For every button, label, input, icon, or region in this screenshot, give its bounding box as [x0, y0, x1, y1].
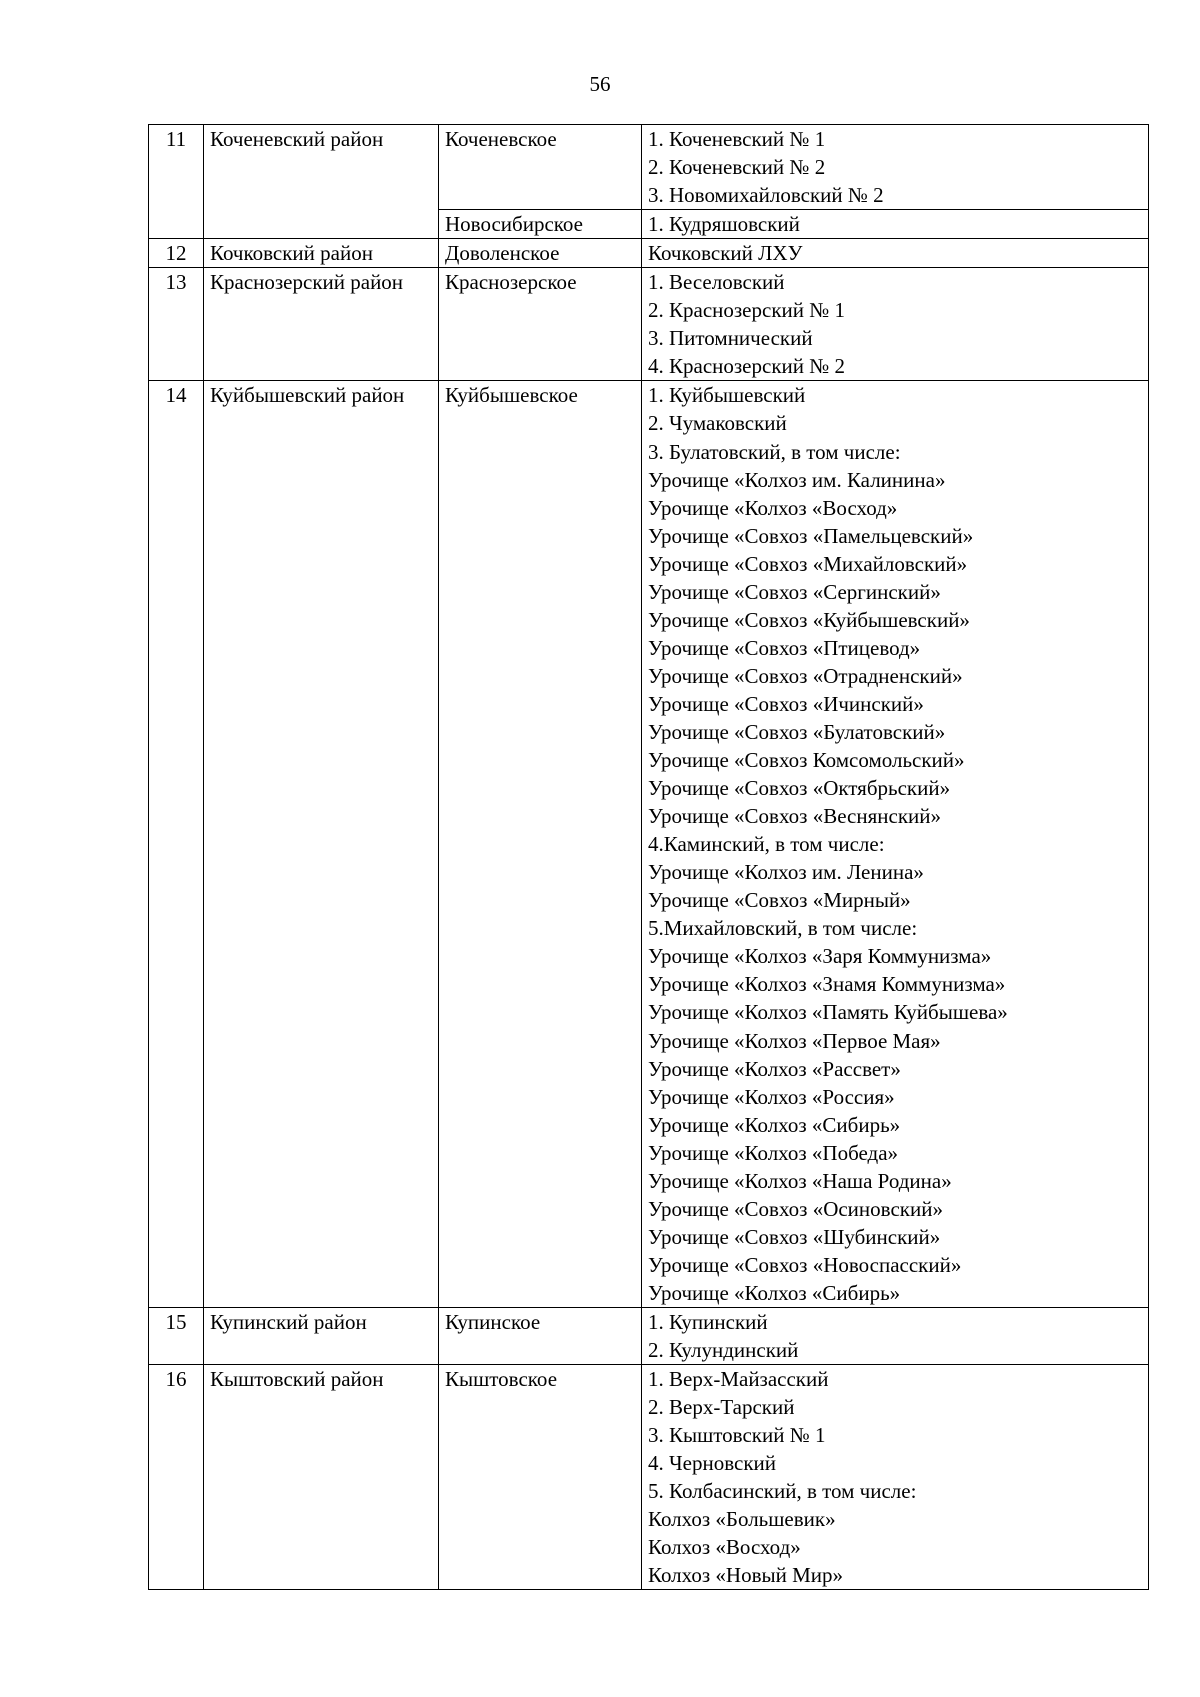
section-item: Урочище «Колхоз им. Ленина» — [648, 860, 924, 885]
forestry-cell: Новосибирское — [439, 210, 642, 239]
section-item: 2. Кулундинский — [648, 1338, 799, 1363]
section-item: Урочище «Совхоз «Булатовский» — [648, 719, 946, 744]
section-item: Урочище «Колхоз им. Калинина» — [648, 467, 946, 492]
section-item: 5.Михайловский, в том числе: — [648, 916, 918, 941]
forestry-cell: Купинское — [439, 1307, 642, 1364]
section-item: Колхоз «Восход» — [648, 1535, 801, 1560]
section-item: Урочище «Совхоз «Отрадненский» — [648, 663, 963, 688]
table-body — [149, 125, 1149, 1590]
row-number-cell: 12 — [149, 239, 204, 268]
section-item: Урочище «Колхоз «Победа» — [648, 1140, 899, 1165]
forestry-cell: Коченевское — [439, 125, 642, 210]
section-item: Урочище «Совхоз «Памельцевский» — [648, 523, 974, 548]
section-item: Урочище «Колхоз «Рассвет» — [648, 1056, 901, 1081]
forestry-cell: Краснозерское — [439, 268, 642, 381]
district-cell: Коченевский район — [204, 125, 439, 239]
row-number-cell: 11 — [149, 125, 204, 239]
section-item: 2. Верх-Тарский — [648, 1395, 795, 1420]
section-item: 3. Новомихайловский № 2 — [648, 183, 884, 208]
section-item: Урочище «Колхоз «Восход» — [648, 495, 898, 520]
section-item: Урочище «Колхоз «Россия» — [648, 1084, 895, 1109]
section-item: 1. Купинский — [648, 1309, 768, 1334]
section-item: 5. Колбасинский, в том числе: — [648, 1479, 917, 1504]
section-item: 4. Черновский — [648, 1451, 776, 1476]
table-row — [149, 268, 1149, 381]
section-item: 1. Верх-Майзасский — [648, 1367, 829, 1392]
section-item: 1. Веселовский — [648, 270, 785, 295]
district-cell: Кочковский район — [204, 239, 439, 268]
row-number-cell: 13 — [149, 268, 204, 381]
section-item: Урочище «Совхоз «Новоспасский» — [648, 1252, 962, 1277]
district-cell: Купинский район — [204, 1307, 439, 1364]
district-cell: Куйбышевский район — [204, 381, 439, 1308]
table-row — [149, 1307, 1149, 1364]
sections-cell — [642, 125, 1149, 210]
section-item: Урочище «Совхоз «Октябрьский» — [648, 776, 951, 801]
section-item: Урочище «Совхоз «Веснянский» — [648, 804, 941, 829]
section-item: Урочище «Совхоз «Птицевод» — [648, 635, 921, 660]
forestry-cell: Доволенское — [439, 239, 642, 268]
row-number-cell: 15 — [149, 1307, 204, 1364]
section-item: 3. Питомнический — [648, 326, 813, 351]
section-item: Урочище «Совхоз «Мирный» — [648, 888, 911, 913]
district-cell: Краснозерский район — [204, 268, 439, 381]
forestry-cell: Куйбышевское — [439, 381, 642, 1308]
sections-cell — [642, 268, 1149, 381]
section-item: 2. Чумаковский — [648, 411, 787, 436]
row-number-cell: 14 — [149, 381, 204, 1308]
sections-cell — [642, 239, 1149, 268]
section-item: 1. Куйбышевский — [648, 383, 806, 408]
section-item: Урочище «Совхоз «Шубинский» — [648, 1224, 941, 1249]
table-row — [149, 381, 1149, 1308]
section-item: 2. Коченевский № 2 — [648, 155, 826, 180]
section-item: 4.Каминский, в том числе: — [648, 832, 885, 857]
sections-cell — [642, 381, 1149, 1308]
section-item: 2. Краснозерский № 1 — [648, 298, 846, 323]
sections-cell — [642, 1307, 1149, 1364]
section-item: Урочище «Колхоз «Сибирь» — [648, 1112, 901, 1137]
section-item: 1. Коченевский № 1 — [648, 127, 826, 151]
section-item: Урочище «Совхоз Комсомольский» — [648, 748, 965, 773]
section-item: Колхоз «Большевик» — [648, 1507, 836, 1532]
table-row — [149, 1365, 1149, 1590]
section-item: Кочковский ЛХУ — [648, 241, 803, 266]
districts-table — [148, 124, 1149, 1590]
section-item: Урочище «Совхоз «Михайловский» — [648, 551, 968, 576]
section-item: 3. Булатовский, в том числе: — [648, 439, 901, 464]
section-item: Урочище «Совхоз «Осиновский» — [648, 1196, 943, 1221]
page-number: 56 — [589, 72, 611, 96]
table-row — [149, 239, 1149, 268]
section-item: Урочище «Колхоз «Первое Мая» — [648, 1028, 941, 1053]
section-item: 1. Кудряшовский — [648, 212, 800, 237]
row-number-cell: 16 — [149, 1365, 204, 1590]
section-item: Урочище «Совхоз «Ичинский» — [648, 691, 924, 716]
section-item: Урочище «Колхоз «Заря Коммунизма» — [648, 944, 992, 969]
section-item: Урочище «Совхоз «Куйбышевский» — [648, 607, 970, 632]
section-item: Урочище «Колхоз «Наша Родина» — [648, 1168, 952, 1193]
section-item: Урочище «Совхоз «Сергинский» — [648, 579, 941, 604]
sections-cell — [642, 1365, 1149, 1590]
forestry-cell: Кыштовское — [439, 1365, 642, 1590]
table-row — [149, 125, 1149, 210]
district-cell: Кыштовский район — [204, 1365, 439, 1590]
sections-cell — [642, 210, 1149, 239]
section-item: Колхоз «Новый Мир» — [648, 1563, 843, 1588]
section-item: 4. Краснозерский № 2 — [648, 354, 846, 379]
section-item: Урочище «Колхоз «Знамя Коммунизма» — [648, 972, 1006, 997]
section-item: 3. Кыштовский № 1 — [648, 1423, 826, 1448]
section-item: Урочище «Колхоз «Память Куйбышева» — [648, 1000, 1008, 1025]
section-item: Урочище «Колхоз «Сибирь» — [648, 1280, 901, 1305]
